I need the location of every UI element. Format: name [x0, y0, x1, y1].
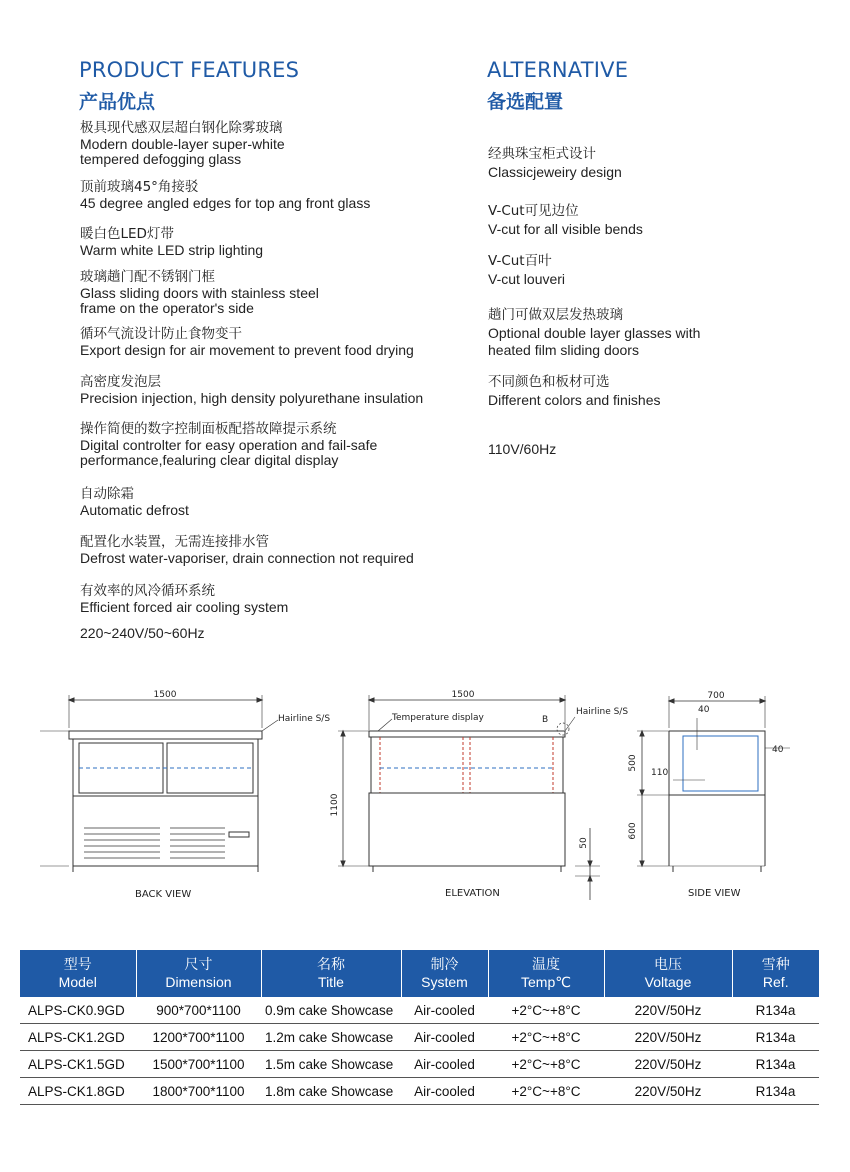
spec-table — [20, 950, 819, 1105]
technical-drawings — [0, 680, 850, 910]
option-cn: 经典珠宝柜式设计 — [488, 146, 596, 162]
option-en: heated film sliding doors — [488, 342, 639, 358]
elevation-base-label: 50 — [579, 837, 589, 849]
temperature-display-label: Temperature display — [392, 713, 484, 723]
cell-dimension: 900*700*1100 — [136, 997, 261, 1024]
column-header: 型号 Model — [20, 950, 136, 997]
option-item — [488, 307, 818, 360]
feature-item — [80, 270, 470, 317]
side-view-label: SIDE VIEW — [688, 888, 741, 899]
cell-title: 1.8m cake Showcase — [261, 1078, 401, 1105]
feature-cn: 配置化水装置，无需连接排水管 — [80, 534, 269, 550]
column-header: 制冷 System — [401, 950, 488, 997]
feature-item — [80, 375, 470, 406]
feature-cn: 自动除霜 — [80, 486, 134, 502]
option-cn: 趟门可做双层发热玻璃 — [488, 307, 623, 323]
feature-cn: 有效率的风冷循环系统 — [80, 583, 215, 599]
cell-ref: R134a — [732, 1078, 819, 1105]
feature-en: Export design for air movement to prevent food drying — [80, 341, 414, 358]
table-row — [20, 1078, 819, 1105]
cell-model: ALPS-CK1.5GD — [20, 1051, 136, 1078]
feature-item — [80, 584, 470, 615]
column-header: 尺寸 Dimension — [136, 950, 261, 997]
side-dim-40a: 40 — [698, 705, 710, 715]
alternative-heading-cn: 备选配置 — [487, 91, 564, 113]
feature-en: 45 degree angled edges for top ang front glass — [80, 194, 371, 211]
cell-temp: +2°C~+8°C — [488, 1024, 604, 1051]
feature-cn: 玻璃趟门配不锈钢门框 — [80, 269, 215, 285]
cell-title: 1.2m cake Showcase — [261, 1024, 401, 1051]
feature-en: Precision injection, high density polyurethane insulation — [80, 389, 424, 406]
features-heading-cn: 产品优点 — [79, 91, 156, 113]
column-header: 名称 Title — [261, 950, 401, 997]
table-row — [20, 997, 819, 1024]
feature-cn: 操作简便的数字控制面板配搭故障提示系统 — [80, 421, 337, 437]
side-dim-40b: 40 — [772, 745, 784, 755]
option-cn: 不同颜色和板材可选 — [488, 374, 610, 390]
feature-en: Modern double-layer super-white — [80, 135, 285, 152]
feature-en: Automatic defrost — [80, 501, 189, 518]
cell-system: Air-cooled — [401, 1078, 488, 1105]
cell-voltage: 220V/50Hz — [604, 997, 732, 1024]
back-hairline-label: Hairline S/S — [278, 714, 331, 724]
feature-item — [80, 422, 470, 469]
elevation-hairline-label: Hairline S/S — [576, 707, 629, 717]
cell-model: ALPS-CK0.9GD — [20, 997, 136, 1024]
cell-dimension: 1500*700*1100 — [136, 1051, 261, 1078]
feature-en: performance,fealuring clear digital display — [80, 452, 339, 468]
option-item — [488, 146, 818, 181]
back-view-drawing — [40, 695, 278, 872]
option-cn: V-Cut可见边位 — [488, 203, 579, 219]
cell-title: 1.5m cake Showcase — [261, 1051, 401, 1078]
option-item — [488, 253, 818, 288]
power-right: 110V/60Hz — [488, 441, 557, 457]
elevation-drawing — [338, 695, 600, 900]
option-en: Optional double layer glasses with — [488, 324, 701, 341]
column-header: 温度 Temp℃ — [488, 950, 604, 997]
table-row — [20, 1051, 819, 1078]
cell-ref: R134a — [732, 1051, 819, 1078]
option-en: Classicjeweiry design — [488, 163, 622, 180]
option-en: Different colors and finishes — [488, 391, 661, 408]
cell-temp: +2°C~+8°C — [488, 1078, 604, 1105]
cell-system: Air-cooled — [401, 997, 488, 1024]
elevation-label: ELEVATION — [445, 888, 500, 899]
cell-dimension: 1200*700*1100 — [136, 1024, 261, 1051]
feature-en: Defrost water-vaporiser, drain connection not required — [80, 549, 414, 566]
column-header: 雪种 Ref. — [732, 950, 819, 997]
feature-en: Digital controlter for easy operation and fail-safe — [80, 436, 378, 453]
cell-ref: R134a — [732, 997, 819, 1024]
option-en: V-cut louveri — [488, 270, 566, 287]
cell-voltage: 220V/50Hz — [604, 1078, 732, 1105]
elevation-height-label: 1100 — [330, 793, 340, 817]
feature-item — [80, 487, 470, 518]
feature-cn: 循环气流设计防止食物变干 — [80, 326, 242, 342]
option-cn: V-Cut百叶 — [488, 253, 552, 269]
option-item — [488, 374, 818, 409]
cell-temp: +2°C~+8°C — [488, 1051, 604, 1078]
option-en: V-cut for all visible bends — [488, 220, 643, 237]
side-dim-500: 500 — [628, 754, 638, 772]
feature-cn: 顶前玻璃45°角接驳 — [80, 179, 199, 195]
cell-ref: R134a — [732, 1024, 819, 1051]
feature-item — [80, 227, 470, 258]
cell-temp: +2°C~+8°C — [488, 997, 604, 1024]
side-view-drawing — [637, 696, 790, 872]
table-row — [20, 1024, 819, 1051]
feature-item — [80, 327, 470, 358]
back-view-label: BACK VIEW — [135, 889, 192, 900]
feature-en: frame on the operator's side — [80, 300, 254, 316]
side-dim-110: 110 — [651, 768, 669, 778]
side-width-label: 700 — [707, 691, 725, 701]
cell-model: ALPS-CK1.8GD — [20, 1078, 136, 1105]
features-heading-en: PRODUCT FEATURES — [79, 58, 300, 82]
option-item — [488, 203, 818, 238]
feature-item — [80, 535, 470, 566]
feature-item — [80, 121, 470, 168]
elevation-width-label: 1500 — [451, 690, 475, 700]
cell-voltage: 220V/50Hz — [604, 1051, 732, 1078]
cell-voltage: 220V/50Hz — [604, 1024, 732, 1051]
alternative-heading-en: ALTERNATIVE — [487, 58, 629, 82]
feature-item — [80, 180, 470, 211]
cell-model: ALPS-CK1.2GD — [20, 1024, 136, 1051]
feature-en: Glass sliding doors with stainless steel — [80, 284, 319, 301]
feature-en: tempered defogging glass — [80, 151, 242, 167]
back-width-label: 1500 — [153, 690, 177, 700]
feature-en: Warm white LED strip lighting — [80, 241, 264, 258]
power-left: 220~240V/50~60Hz — [80, 625, 205, 641]
column-header: 电压 Voltage — [604, 950, 732, 997]
cell-system: Air-cooled — [401, 1024, 488, 1051]
detail-b-label: B — [542, 715, 549, 725]
feature-cn: 极具现代感双层超白钢化除雾玻璃 — [80, 120, 283, 136]
feature-cn: 高密度发泡层 — [80, 374, 161, 390]
cell-system: Air-cooled — [401, 1051, 488, 1078]
table-header-row — [20, 950, 819, 997]
feature-en: Efficient forced air cooling system — [80, 598, 289, 615]
feature-cn: 暖白色LED灯带 — [80, 226, 174, 242]
cell-title: 0.9m cake Showcase — [261, 997, 401, 1024]
side-dim-600: 600 — [628, 822, 638, 840]
cell-dimension: 1800*700*1100 — [136, 1078, 261, 1105]
